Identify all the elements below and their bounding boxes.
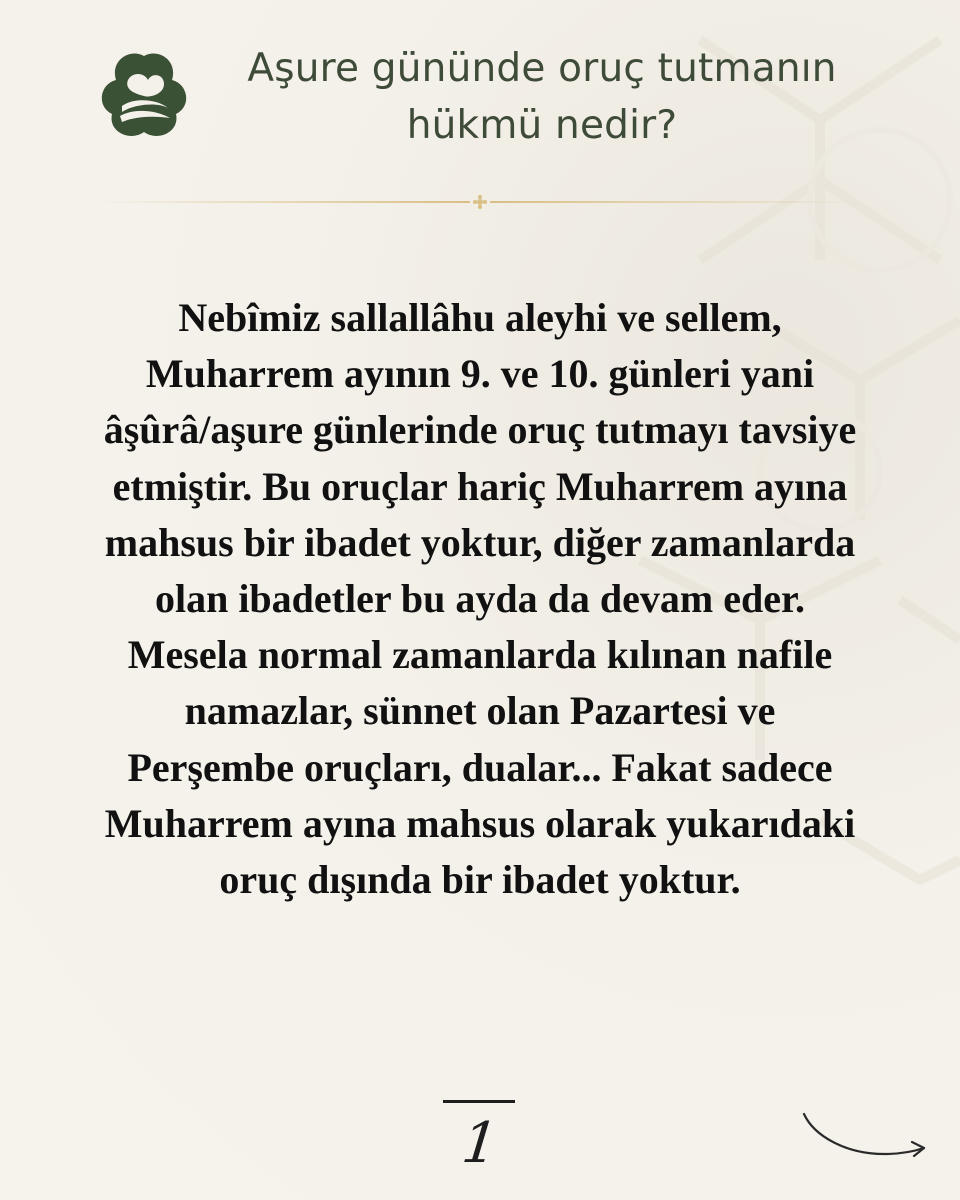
title-line-2: hükmü nedir? (406, 103, 678, 148)
next-page-arrow-icon[interactable] (800, 1106, 930, 1162)
page-title (222, 40, 862, 154)
body-line-8: namazlar, sünnet olan Pazartesi ve (184, 688, 776, 734)
body-line-3: âşûrâ/aşure günlerinde oruç tutmayı tavsiye (103, 407, 857, 453)
page-number: 1 (458, 1111, 502, 1176)
ornamental-divider (98, 194, 862, 210)
logo-icon (98, 50, 190, 142)
body-line-4: etmiştir. Bu oruçlar hariç Muharrem ayına (112, 463, 848, 509)
body-line-2: Muharrem ayının 9. ve 10. günleri yani (145, 351, 815, 397)
page-number-bar (443, 1100, 515, 1103)
title-line-1: Aşure gününde oruç tutmanın (247, 46, 837, 91)
article-body (40, 290, 920, 908)
body-line-9: Perşembe oruçları, dualar... Fakat sadece (127, 744, 833, 790)
body-line-7: Mesela normal zamanlarda kılınan nafile (127, 632, 833, 678)
body-line-6: olan ibadetler bu ayda da devam eder. (154, 576, 806, 622)
body-line-11: oruç dışında bir ibadet yoktur. (219, 857, 741, 903)
body-line-10: Muharrem ayına mahsus olarak yukarıdaki (104, 800, 856, 846)
body-line-1: Nebîmiz sallallâhu aleyhi ve sellem, (178, 295, 782, 340)
body-line-5: mahsus bir ibadet yoktur, diğer zamanlarda (104, 519, 856, 565)
